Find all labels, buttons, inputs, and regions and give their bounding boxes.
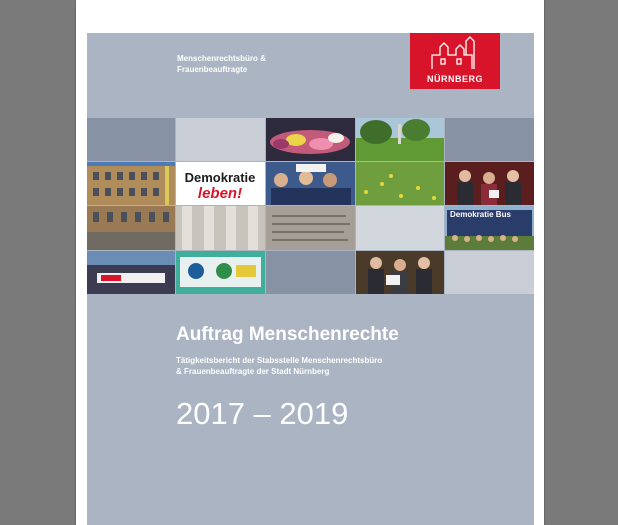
meadow-image <box>356 162 444 205</box>
document-title: Auftrag Menschenrechte <box>176 324 399 345</box>
facade-image <box>87 206 175 250</box>
bus-photo <box>445 206 534 250</box>
leben-text: leben! <box>197 185 243 202</box>
document-page <box>76 0 544 525</box>
flower-wreath-image <box>266 118 355 161</box>
group-banner-image <box>87 251 175 294</box>
group-banner-photo <box>87 251 175 294</box>
banner-photo <box>176 251 265 294</box>
document-subtitle: Tätigkeitsbericht der Stabsstelle Menschenrechtsbüro & Frauenbeauftragte der Stadt Nürnberg <box>176 356 383 376</box>
grey-tile <box>445 251 534 294</box>
ceremony-image <box>356 251 444 294</box>
org-label: Menschenrechtsbüro & Frauenbeauftragte <box>177 54 266 74</box>
meadow-photo <box>356 162 444 205</box>
crowd-photo <box>266 162 355 205</box>
award-photo <box>445 162 534 205</box>
inscription-photo <box>266 206 355 250</box>
colorful-banner-image <box>176 251 265 294</box>
facade-photo <box>87 206 175 250</box>
columns-image <box>176 206 265 250</box>
grey-tile <box>445 118 534 161</box>
columns-photo <box>176 206 265 250</box>
award-ceremony-image <box>445 162 534 205</box>
nuernberg-logo <box>410 33 500 89</box>
flower-photo <box>266 118 355 161</box>
grey-tile <box>176 118 265 161</box>
demokratie-leben-logo <box>176 162 265 205</box>
park-photo <box>356 118 444 161</box>
ceremony-photo <box>356 251 444 294</box>
bus-sign: Demokratie Bus <box>450 210 511 219</box>
logo-text: NÜRNBERG <box>426 74 483 84</box>
demokratie-text: Demokratie <box>184 170 256 185</box>
stone-inscription-image <box>266 206 355 250</box>
grey-tile <box>266 251 355 294</box>
grey-tile <box>87 118 175 161</box>
crowd-image <box>266 162 355 205</box>
park-image <box>356 118 444 161</box>
cover-header <box>87 33 534 117</box>
building-image <box>87 162 175 205</box>
document-years: 2017 – 2019 <box>176 396 349 431</box>
grey-tile <box>356 206 444 250</box>
building-photo <box>87 162 175 205</box>
photo-collage <box>87 118 534 298</box>
